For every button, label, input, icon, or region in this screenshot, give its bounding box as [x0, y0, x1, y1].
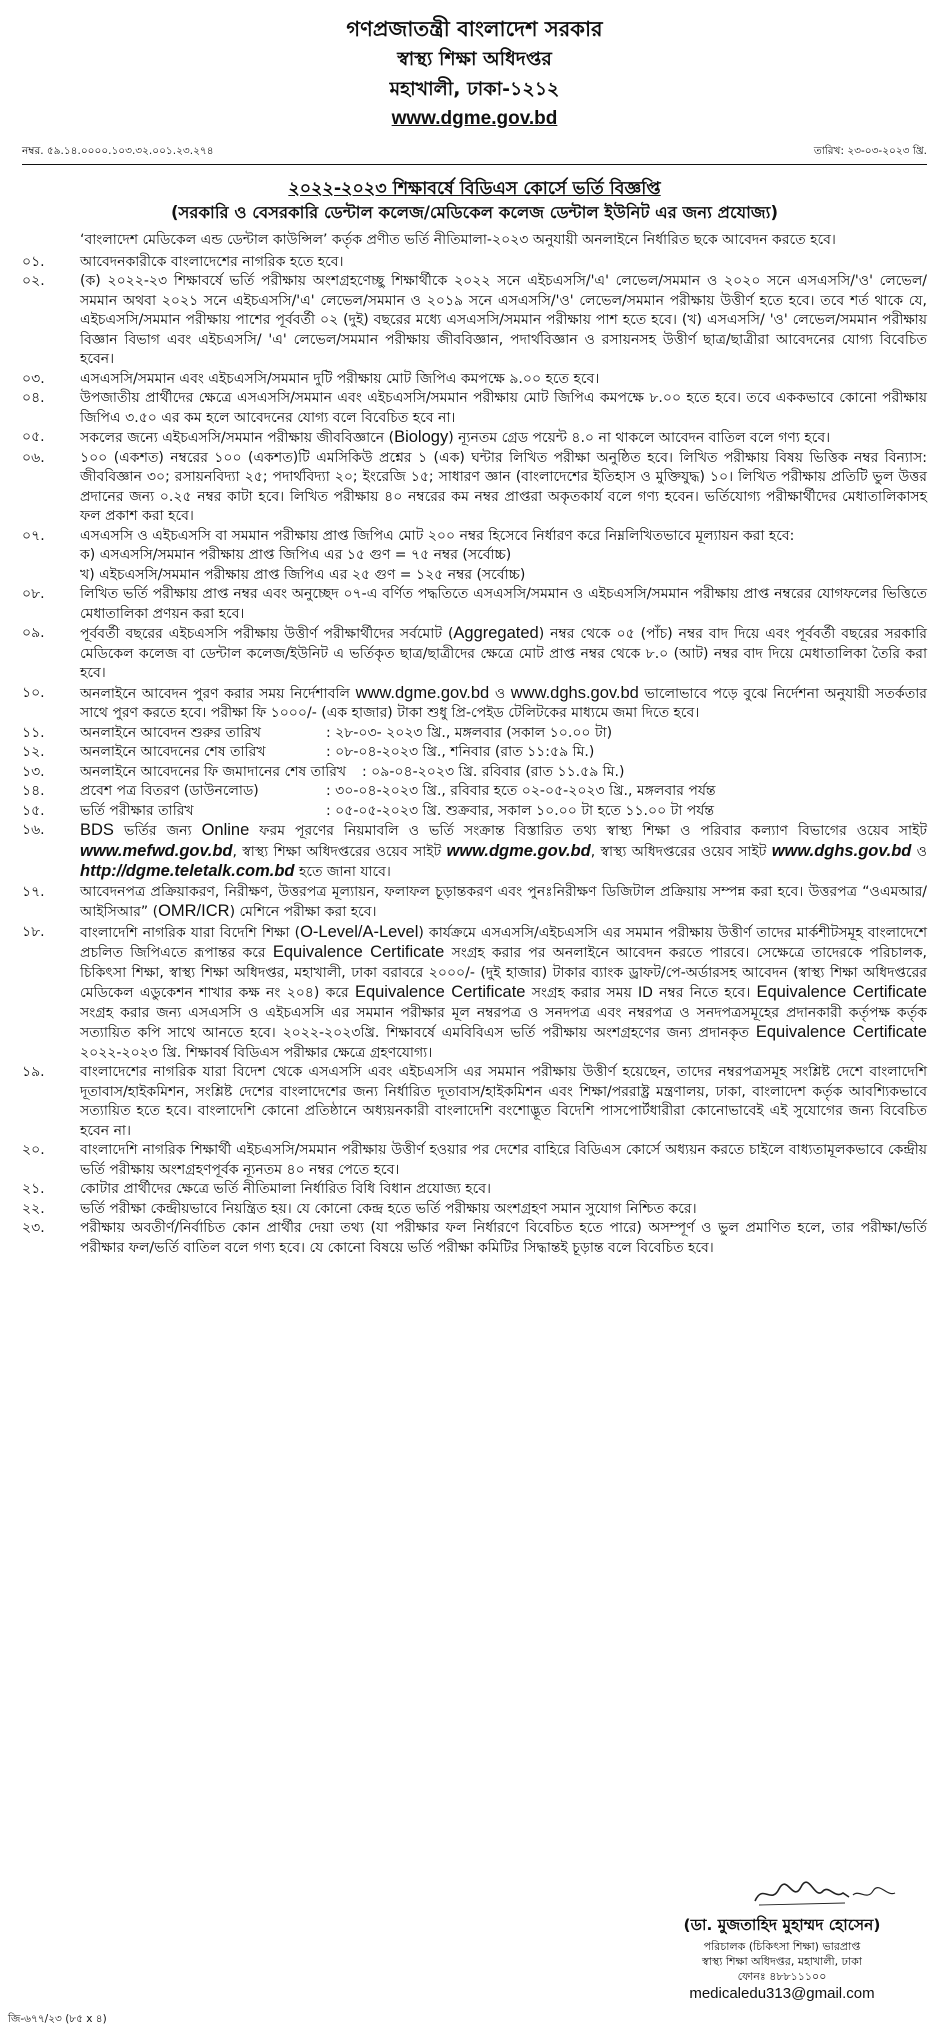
clause-number: ১২.	[22, 744, 45, 760]
signature-scribble-icon	[749, 1875, 899, 1911]
signatory-email[interactable]: medicaledu313@gmail.com	[689, 1985, 875, 2002]
dgme-link[interactable]: www.dgme.gov.bd	[355, 683, 490, 702]
office-address: মহাখালী, ঢাকা-১২১২	[389, 78, 560, 100]
schedule-value: : ০৮-০৪-২০২৩ খ্রি., শনিবার (রাত ১১:৫৯ মি.)	[326, 744, 595, 760]
english-term: Equivalence Certificate	[756, 983, 927, 1001]
clause-text-part: ) মেশিনে পরীক্ষা করা হবে।	[229, 904, 377, 920]
schedule-row	[80, 743, 927, 763]
clause-number: ০৭.	[22, 527, 45, 544]
clause-02	[22, 272, 927, 370]
schedule-value: : ০৫-০৫-২০২৩ খ্রি. শুক্রবার, সকাল ১০.০০ টা হতে ১১.০০ টা পর্যন্ত	[326, 802, 715, 819]
clause-text	[80, 821, 927, 883]
clause-number: ১৪.	[22, 783, 45, 799]
clause-number: ২৩.	[22, 1220, 45, 1236]
clause-18	[22, 923, 927, 1064]
clause-text-part: সকলের জন্যে এইচএসসি/সমমান পরীক্ষায় জীববিজ্ঞানে (	[80, 430, 395, 446]
clause-20	[22, 1141, 927, 1180]
clause-text	[80, 684, 927, 724]
clause-text: ভর্তি পরীক্ষা কেন্দ্রীয়ভাবে নিয়ন্ত্রিত হয়। যে কোনো কেন্দ্র হতে ভর্তি পরীক্ষায় অংশগ্রহণ সমান সুযোগ নিশ্চিত করে।	[80, 1200, 697, 1217]
clause-text	[80, 923, 927, 1064]
website-link[interactable]: www.dgme.gov.bd	[391, 108, 558, 129]
clause-07	[22, 527, 927, 586]
clause-text: লিখিত ভর্তি পরীক্ষায় প্রাপ্ত নম্বর এবং অনুচ্ছেদ ০৭-এ বর্ণিত পদ্ধতিতে এসএসসি/সমমান ও এইচএসসি/সমমান পরীক্ষায় প্রাপ্ত নম্বরের যোগফলের ভিত্তিতে মেধাতালিকা প্রণয়ন করা হবে।	[80, 586, 927, 622]
clause-number: ১৫.	[22, 802, 45, 819]
clause-13	[22, 763, 927, 783]
clause-01	[22, 253, 927, 273]
clause-number: ০১.	[22, 253, 45, 270]
clause-text: ১০০ (একশত) নম্বরের ১০০ (একশত)টি এমসিকিউ প্রশ্নের ১ (এক) ঘন্টার লিখিত পরীক্ষা অনুষ্ঠিত হবে। লিখিত পরীক্ষায় বিষয় ভিত্তিক নম্বর বিন্যাস: জীববিজ্ঞান ৩০; রসায়নবিদ্যা ২৫; পদার্থবিদ্যা ২০; ইংরেজি ১৫; সাধারণ জ্ঞান (বাংলাদেশের ইতিহাস ও মুক্তিযুদ্ধ) ১০। লিখিত পরীক্ষায় প্রতিটি ভুল উত্তর প্রদানের জন্য ০.২৫ নম্বর কাটা হবে। লিখিত পরীক্ষায় ৪০ নম্বরের কম নম্বর প্রাপ্তরা অকৃতকার্য বলে গণ্য হবেন। ভর্তিযোগ্য পরীক্ষার্থীদের মেধাতালিকাসহ ফল প্রকাশ করা হবে।	[80, 449, 927, 524]
handwritten-signature	[637, 1875, 927, 1913]
clause-text-part: পূর্ববর্তী বছরের এইচএসসি পরীক্ষায় উত্তীর্ণ পরীক্ষার্থীদের সর্বমোট (	[80, 626, 454, 642]
clause-03	[22, 370, 927, 390]
clause-number: ১৮.	[22, 923, 45, 940]
clause-text-part: ও	[911, 843, 927, 860]
clause-06	[22, 449, 927, 527]
clause-05	[22, 428, 927, 449]
clause-number: ২২.	[22, 1200, 45, 1217]
clause-number: ১০.	[22, 684, 45, 701]
clause-text: এসএসসি/সমমান এবং এইচএসসি/সমমান দুটি পরীক্ষায় মোট জিপিএ কমপক্ষে ৯.০০ হতে হবে।	[80, 370, 600, 387]
schedule-label: প্রবেশ পত্র বিতরণ (ডাউনলোড)	[80, 783, 259, 799]
clause-number: ১৭.	[22, 883, 45, 900]
clause-12	[22, 743, 927, 763]
print-code: জি-৬৭৭/২৩ (৮৫ x ৪)	[8, 2013, 107, 2025]
clause-text-part: ) নম্বর থেকে ০৫ (পাঁচ) নম্বর বাদ দিয়ে এবং পূর্ববর্তী বছরের সরকারি মেডিকেল কলেজ বা ডেন্টাল কলেজ/ইউনিট এ ভর্তিকৃত ছাত্র/ছাত্রীদের ক্ষেত্রে মোট প্রাপ্ত নম্বর থেকে ৮.০ (আট) নম্বর বাদ দিয়ে মেধাতালিকা তৈরি করা হবে।	[80, 626, 927, 681]
clause-14	[22, 782, 927, 802]
schedule-label: অনলাইনে আবেদনের ফি জমাদানের শেষ তারিখ	[80, 763, 347, 780]
clause-10	[22, 684, 927, 724]
schedule-row	[80, 724, 927, 744]
clause-22	[22, 1200, 927, 1220]
clause-text	[80, 428, 927, 449]
clause-number: ২১.	[22, 1181, 45, 1197]
clause-text-part: হতে জানা যাবে।	[294, 864, 391, 880]
clause-04	[22, 389, 927, 428]
english-term: Online	[201, 821, 250, 839]
notice-title	[22, 177, 927, 201]
schedule-value: : ২৮-০৩- ২০২৩ খ্রি., মঙ্গলবার (সকাল ১০.০০ টা)	[326, 724, 613, 741]
signatory-name: (ডা. মুজতাহিদ মুহাম্মদ হোসেন)	[683, 1916, 881, 1934]
clause-09	[22, 624, 927, 684]
clause-19	[22, 1063, 927, 1141]
clause-08	[22, 585, 927, 624]
dgme-link[interactable]: www.dgme.gov.bd	[446, 841, 591, 860]
clause-text-part: ) ন্যূনতম গ্রেড পয়েন্ট ৪.০ না থাকলে আবেদন বাতিল বলে গণ্য হবে।	[448, 430, 831, 446]
clause-text: (ক) ২০২২-২৩ শিক্ষাবর্ষে ভর্তি পরীক্ষায় অংশগ্রহণেচ্ছু শিক্ষার্থীকে ২০২২ সনে এইচএসসি/'এ' লেভেল/সমমান ও ২০২০ সনে এসএসসি/'ও' লেভেল/সমমান অথবা ২০২১ সনে এইচএসসি/'এ' লেভেল/সমমান ও ২০১৯ সনে এসএসসি/'ও' লেভেল/সমমান পরীক্ষায় উত্তীর্ণ হতে হবে। তবে শর্ত থাকে যে, এইচএসসি/সমমান পরীক্ষায় পাশের পূর্ববর্তী ০২ (দুই) বছরের মধ্যে এসএসসি/সমমান পরীক্ষায় পাশ হতে হবে। (খ) এসএসসি/ 'ও' লেভেল/সমমান পরীক্ষায় বিজ্ঞান বিভাগ এবং এইচএসসি/ 'এ' লেভেল/সমমান পরীক্ষায় জীববিজ্ঞান, পদার্থবিজ্ঞান ও রসায়নসহ উত্তীর্ণ ছাত্র/ছাত্রীরা আবেদনের যোগ্য বিবেচিত হবেন।	[80, 273, 927, 367]
english-term: Aggregated	[453, 624, 539, 642]
clause-number: ০৬.	[22, 449, 45, 466]
signatory-phone: ফোনঃ ৪৮৮১১১০০	[737, 1970, 827, 1983]
schedule-label: অনলাইনে আবেদন শুরুর তারিখ	[80, 724, 262, 741]
clause-number: ১৩.	[22, 763, 45, 780]
clause-number: ১৯.	[22, 1064, 45, 1080]
clause-number: ০৯.	[22, 625, 45, 641]
clause-text-part: সংগ্রহ করার সময় ID নম্বর নিতে হবে।	[525, 985, 757, 1001]
clause-number: ২০.	[22, 1142, 45, 1158]
directorate-name: স্বাস্থ্য শিক্ষা অধিদপ্তর	[397, 48, 552, 70]
government-title: গণপ্রজাতন্ত্রী বাংলাদেশ সরকার	[346, 17, 603, 41]
clause-text-part: ও	[489, 685, 511, 702]
memo-date: তারিখ: ২৩-০৩-২০২৩ খ্রি.	[813, 145, 927, 157]
sub-clause-b: খ) এইচএসসি/সমমান পরীক্ষায় প্রাপ্ত জিপিএ এর ২৫ গুণ = ১২৫ নম্বর (সর্বোচ্চ)	[80, 566, 526, 583]
clause-11	[22, 724, 927, 744]
clause-text: কোটার প্রার্থীদের ক্ষেত্রে ভর্তি নীতিমালা নির্ধারিত বিধি বিধান প্রযোজ্য হবে।	[80, 1181, 492, 1197]
clause-text-part: ভালোভাবে পড়ে বুঝে নির্দেশনা অনুযায়ী সতর্কতার সাথে পুরণ করতে হবে। পরীক্ষা ফি ১০০০/- (এক হাজার) টাকা শুধু প্রি-পেইড টেলিটকের মাধ্যমে জমা দিতে হবে।	[80, 685, 927, 721]
clause-text-part: ২০২২-২০২৩ খ্রি. শিক্ষাবর্ষ বিডিএস পরীক্ষার ক্ষেত্রে গ্রহণযোগ্য।	[80, 1044, 433, 1061]
sub-clause-a: ক) এসএসসি/সমমান পরীক্ষায় প্রাপ্ত জিপিএ এর ১৫ গুণ = ৭৫ নম্বর (সর্বোচ্চ)	[80, 547, 512, 563]
clause-text-part: , স্বাস্থ্য শিক্ষা অধিদপ্তরের ওয়েব সাইট	[232, 843, 447, 860]
clause-number: ০৪.	[22, 390, 45, 406]
schedule-value: : ০৯-০৪-২০২৩ খ্রি. রবিবার (রাত ১১.৫৯ মি.)	[362, 763, 625, 780]
clause-text: আবেদনকারীকে বাংলাদেশের নাগরিক হতে হবে।	[80, 253, 344, 270]
reference-row	[22, 144, 927, 161]
clause-text-part: ভর্তির জন্য	[113, 823, 202, 839]
clause-text	[80, 527, 927, 586]
clause-number: ০৩.	[22, 370, 45, 387]
dghs-link[interactable]: www.dghs.gov.bd	[771, 841, 912, 860]
clause-text-part: অনলাইনে আবেদন পুরণ করার সময় নির্দেশাবলি	[80, 685, 356, 702]
clause-23	[22, 1219, 927, 1258]
english-term: O-Level/A-Level	[300, 922, 419, 941]
clause-text: বাংলাদেশের নাগরিক যারা বিদেশ থেকে এসএসসি এবং এইচএসসি এর সমমান পরীক্ষায় উত্তীর্ণ হয়েছেন, তাদের নম্বরপত্রসমূহ সংশ্লিষ্ট দেশে বাংলাদেশি দূতাবাস/হাইকমিশন, সংশ্লিষ্ট দেশের বাংলাদেশের জন্য নির্ধারিত দূতাবাস/হাইকমিশন এবং শিক্ষা/পররাষ্ট্র মন্ত্রণালয়, ঢাকা, বাংলাদেশ কর্তৃক আবশ্যিকভাবে সত্যায়িত হতে হবে। বাংলাদেশি কোনো প্রতিষ্ঠানে অধ্যয়নকারী বাংলাদেশি বংশোদ্ভূত বিদেশি পাসপোর্টধারীরা কোনোভাবেই এই সুযোগের জন্য বিবেচিত হবেন না।	[80, 1064, 927, 1139]
header-divider	[22, 164, 927, 165]
clause-text	[80, 624, 927, 684]
letterhead	[22, 0, 927, 134]
english-term: Equivalence Certificate	[755, 1023, 927, 1041]
clause-15	[22, 802, 927, 822]
signatory-office: স্বাস্থ্য শিক্ষা অধিদপ্তর, মহাখালী, ঢাকা	[702, 1955, 862, 1968]
clause-list	[22, 253, 927, 1259]
dghs-link[interactable]: www.dghs.gov.bd	[510, 683, 639, 702]
signatory-designation: পরিচালক (চিকিৎসা শিক্ষা) ভারপ্রাপ্ত	[703, 1940, 861, 1953]
schedule-label: অনলাইনে আবেদনের শেষ তারিখ	[80, 744, 266, 760]
english-term: BDS	[80, 821, 114, 839]
schedule-row	[80, 782, 927, 802]
english-term: Equivalence Certificate	[272, 943, 445, 961]
clause-text-part: , স্বাস্থ্য অধিদপ্তরের ওয়েব সাইট	[590, 843, 772, 860]
schedule-row	[80, 763, 927, 783]
schedule-label: ভর্তি পরীক্ষার তারিখ	[80, 802, 194, 819]
clause-number: ০৫.	[22, 429, 45, 445]
intro-paragraph: ‘বাংলাদেশ মেডিকেল এন্ড ডেন্টাল কাউন্সিল’ কর্তৃক প্রণীত ভর্তি নীতিমালা-২০২৩ অনুযায়ী অনলাইনে নির্ধারিত ছকে আবেদন করতে হবে।	[80, 232, 836, 248]
signature-block	[637, 1875, 927, 2004]
clause-17	[22, 883, 927, 923]
english-term: OMR/ICR	[158, 902, 230, 920]
clause-text: বাংলাদেশি নাগরিক শিক্ষার্থী এইচএসসি/সমমান পরীক্ষায় উত্তীর্ণ হওয়ার পর দেশের বাহিরে বিডিএস কোর্সে অধ্যয়ন করতে চাইলে বাধ্যতামূলকভাবে কেন্দ্রীয় ভর্তি পরীক্ষায় অংশগ্রহণপূর্বক ন্যূনতম ৪০ নম্বর পেতে হবে।	[80, 1142, 927, 1178]
clause-text-part: ফরম পূরণের নিয়মাবলি ও ভর্তি সংক্রান্ত বিস্তারিত তথ্য স্বাস্থ্য শিক্ষা ও পরিবার কল্যাণ বিভাগের ওয়েব সাইট	[249, 823, 927, 839]
english-term: Biology	[394, 428, 449, 446]
clause-21	[22, 1180, 927, 1200]
clause-text-part: ) কার্যক্রমে এসএসসি/এইচএসসি এর সমমান পরীক্ষায় উত্তীর্ণ তাদের মার্কশীটসমূহ বাংলাদেশে প্রচলিত জিপিএতে রূপান্তর করে	[80, 924, 927, 961]
clause-text-part: আবেদনপত্র প্রক্রিয়াকরণ, নিরীক্ষণ, উত্তরপত্র মূল্যায়ন, ফলাফল চূড়ান্তকরণ এবং পুনঃনিরীক্ষণ ডিজিটাল প্রক্রিয়ায় সম্পন্ন করা হবে। উত্তরপত্র “ওএমআর/আইসিআর” (	[80, 883, 927, 920]
clause-number: ১১.	[22, 724, 45, 741]
clause-text-part: সংগ্রহ করার জন্য এসএসসি ও এইচএসসি এর সমমান পরীক্ষার মূল নম্বরপত্র ও সনদপত্র এবং নম্বরপত্র ও সনদপত্রসমূহের প্রদানকারী কর্তৃপক্ষ কর্তৃক সত্যায়িত কপি সাথে আনতে হবে। ২০২২-২০২৩খ্রি. শিক্ষাবর্ষে এমবিবিএস ভর্তি পরীক্ষায় অংশগ্রহণের জন্য প্রদানকৃত	[80, 1004, 927, 1041]
clause-number: ১৬.	[22, 822, 45, 838]
schedule-value: : ৩০-০৪-২০২৩ খ্রি., রবিবার হতে ০২-০৫-২০২৩ খ্রি., মঙ্গলবার পর্যন্ত	[326, 783, 716, 799]
clause-text-part: বাংলাদেশি নাগরিক যারা বিদেশি শিক্ষা (	[80, 924, 301, 941]
clause-text	[80, 883, 927, 923]
clause-number: ০২.	[22, 273, 45, 289]
schedule-row	[80, 802, 927, 822]
clause-number: ০৮.	[22, 586, 45, 602]
clause-text: পরীক্ষায় অবতীর্ণ/নির্বাচিত কোন প্রার্থীর দেয়া তথ্য (যা পরীক্ষার ফল নির্ধারণে বিবেচিত হতে পারে) অসম্পূর্ণ ও ভুল প্রমাণিত হলে, তার পরীক্ষা/ভর্তি পরীক্ষার ফল/ভর্তি বাতিল বলে গণ্য হবে। যে কোনো বিষয়ে ভর্তি পরীক্ষা কমিটির সিদ্ধান্তই চূড়ান্ত বলে বিবেচিত হবে।	[80, 1220, 927, 1256]
clause-text-part: সংগ্রহ করার পর অনলাইনে আবেদন করতে পারবে। সেক্ষেত্রে তাদেরকে পরিচালক, চিকিৎসা শিক্ষা, স্বাস্থ্য শিক্ষা অধিদপ্তর, মহাখালী, ঢাকা বরাবরে ২০০০/- (দুই হাজার) টাকার ব্যাংক ড্রাফট/পে-অর্ডারসহ আবেদন (স্বাস্থ্য শিক্ষা অধিদপ্তরের মেডিকেল এডুকেশন শাখার কক্ষ নং ২০৪) করে	[80, 945, 928, 1001]
clause-16	[22, 821, 927, 883]
notice-subtitle: (সরকারি ও বেসরকারি ডেন্টাল কলেজ/মেডিকেল কলেজ ডেন্টাল ইউনিট এর জন্য প্রযোজ্য)	[170, 203, 779, 222]
clause-text-part: এসএসসি ও এইচএসসি বা সমমান পরীক্ষায় প্রাপ্ত জিপিএ মোট ২০০ নম্বর হিসেবে নির্ধারণ করে নিম্নলিখিতভাবে মূল্যায়ন করা হবে:	[80, 527, 795, 544]
memo-number: নম্বর. ৫৯.১৪.০০০০.১০৩.৩২.০০১.২৩.২৭৪	[22, 145, 214, 157]
english-term: Equivalence Certificate	[354, 983, 526, 1001]
mefwd-link[interactable]: www.mefwd.gov.bd	[80, 841, 233, 860]
clause-text: উপজাতীয় প্রার্থীদের ক্ষেত্রে এসএসসি/সমমান এবং এইচএসসি/সমমান পরীক্ষায় মোট জিপিএ কমপক্ষে ৮.০০ হতে হবে। তবে এককভাবে কোনো পরীক্ষায় জিপিএ ৩.৫০ এর কম হলে আবেদনের যোগ্য বলে বিবেচিত হবে না।	[80, 390, 927, 426]
teletalk-link[interactable]: http://dgme.teletalk.com.bd	[80, 862, 295, 880]
notice-title-text: ২০২২-২০২৩ শিক্ষাবর্ষে বিডিএস কোর্সে ভর্তি বিজ্ঞপ্তি	[288, 179, 661, 199]
